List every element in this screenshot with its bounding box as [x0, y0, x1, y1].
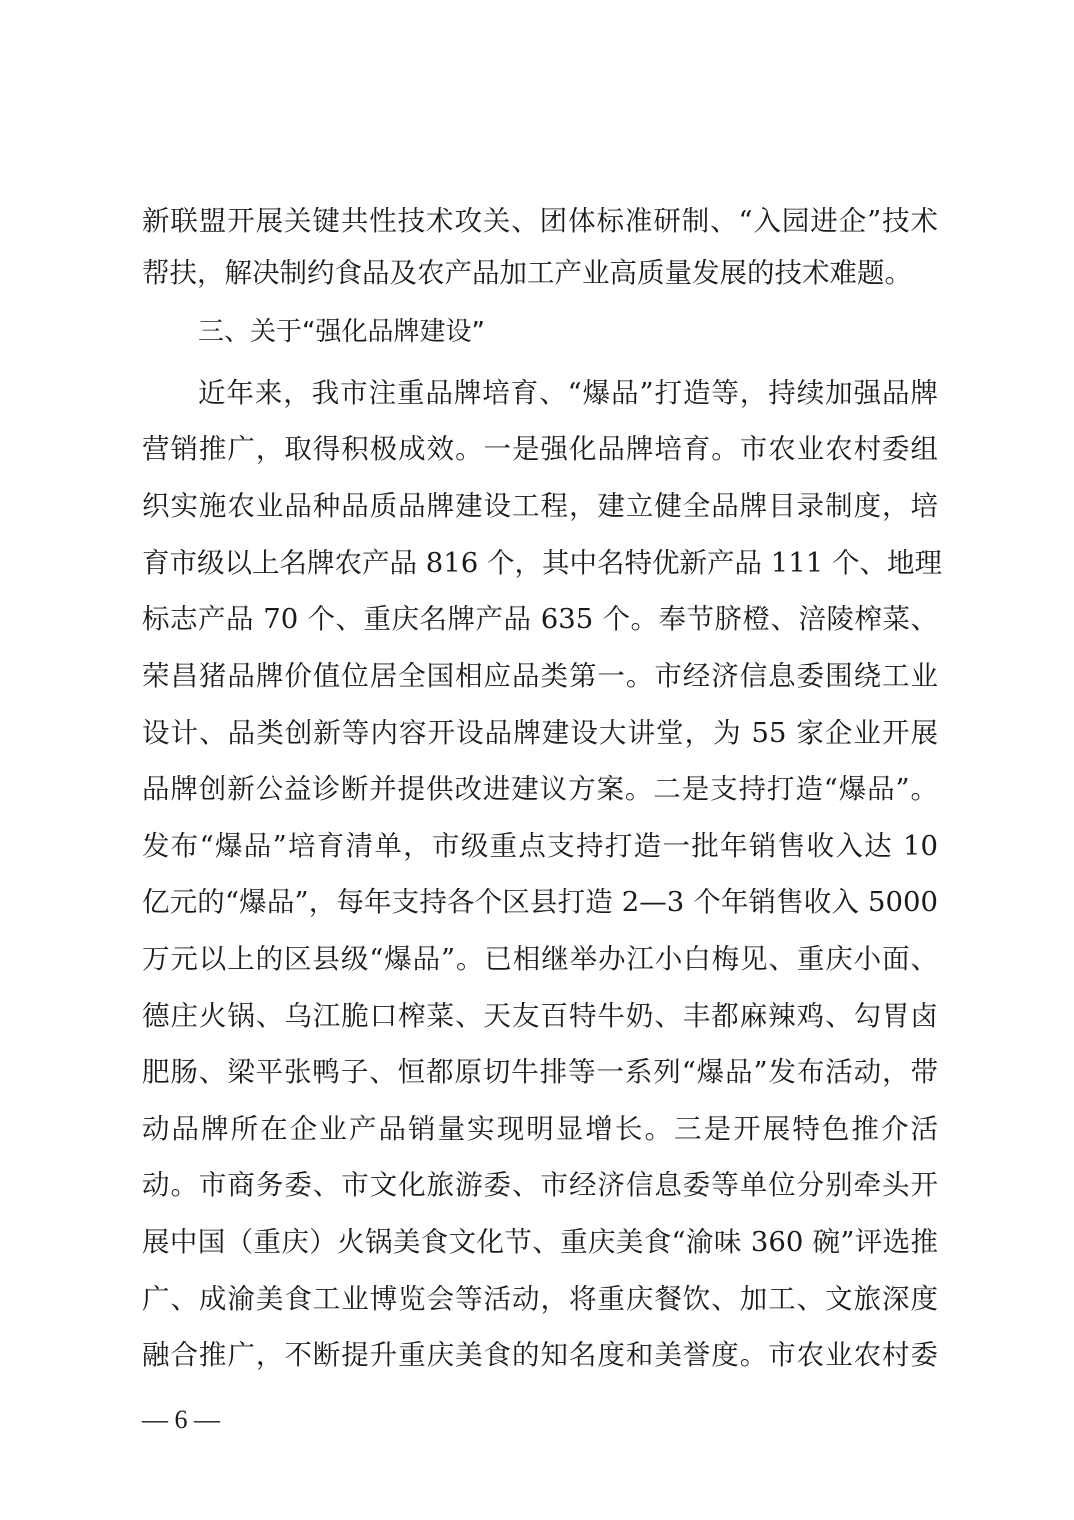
body-text-line: 设计、品类创新等内容开设品牌建设大讲堂，为 55 家企业开展 — [142, 717, 938, 749]
body-text-line: 育市级以上名牌农产品 816 个，其中名特优新产品 111 个、地理 — [142, 547, 942, 579]
body-text-line: 标志产品 70 个、重庆名牌产品 635 个。奉节脐橙、涪陵榨菜、 — [142, 603, 938, 635]
body-text-line: 营销推广，取得积极成效。一是强化品牌培育。市农业农村委组 — [142, 433, 938, 465]
body-text-line: 亿元的“爆品”，每年支持各个区县打造 2—3 个年销售收入 5000 — [142, 886, 938, 918]
body-text-line: 帮扶，解决制约食品及农产品加工产业高质量发展的技术难题。 — [142, 257, 912, 289]
body-text-line: 万元以上的区县级“爆品”。已相继举办江小白梅见、重庆小面、 — [142, 943, 938, 975]
body-text-line: 广、成渝美食工业博览会等活动，将重庆餐饮、加工、文旅深度 — [142, 1283, 938, 1315]
body-text-line: 品牌创新公益诊断并提供改进建议方案。二是支持打造“爆品”。 — [142, 773, 938, 805]
body-text-line: 动。市商务委、市文化旅游委、市经济信息委等单位分别牵头开 — [142, 1169, 938, 1201]
body-text-line: 近年来，我市注重品牌培育、“爆品”打造等，持续加强品牌 — [198, 377, 938, 409]
body-text-line: 发布“爆品”培育清单，市级重点支持打造一批年销售收入达 10 — [142, 830, 938, 862]
section-heading: 三、关于“强化品牌建设” — [198, 317, 485, 347]
body-text-line: 动品牌所在企业产品销量实现明显增长。三是开展特色推介活 — [142, 1113, 938, 1145]
body-text-line: 融合推广，不断提升重庆美食的知名度和美誉度。市农业农村委 — [142, 1339, 938, 1371]
body-text-line: 德庄火锅、乌江脆口榨菜、天友百特牛奶、丰都麻辣鸡、勾胃卤 — [142, 1000, 938, 1032]
body-text-line: 展中国（重庆）火锅美食文化节、重庆美食“渝味 360 碗”评选推 — [142, 1226, 938, 1258]
body-text-line: 新联盟开展关键共性技术攻关、团体标准研制、“入园进企”技术 — [142, 205, 938, 237]
body-text-line: 织实施农业品种品质品牌建设工程，建立健全品牌目录制度，培 — [142, 490, 938, 522]
body-text-line: 荣昌猪品牌价值位居全国相应品类第一。市经济信息委围绕工业 — [142, 660, 938, 692]
body-text-line: 肥肠、梁平张鸭子、恒都原切牛排等一系列“爆品”发布活动，带 — [142, 1056, 938, 1088]
page-number: — 6 — — [142, 1405, 220, 1434]
